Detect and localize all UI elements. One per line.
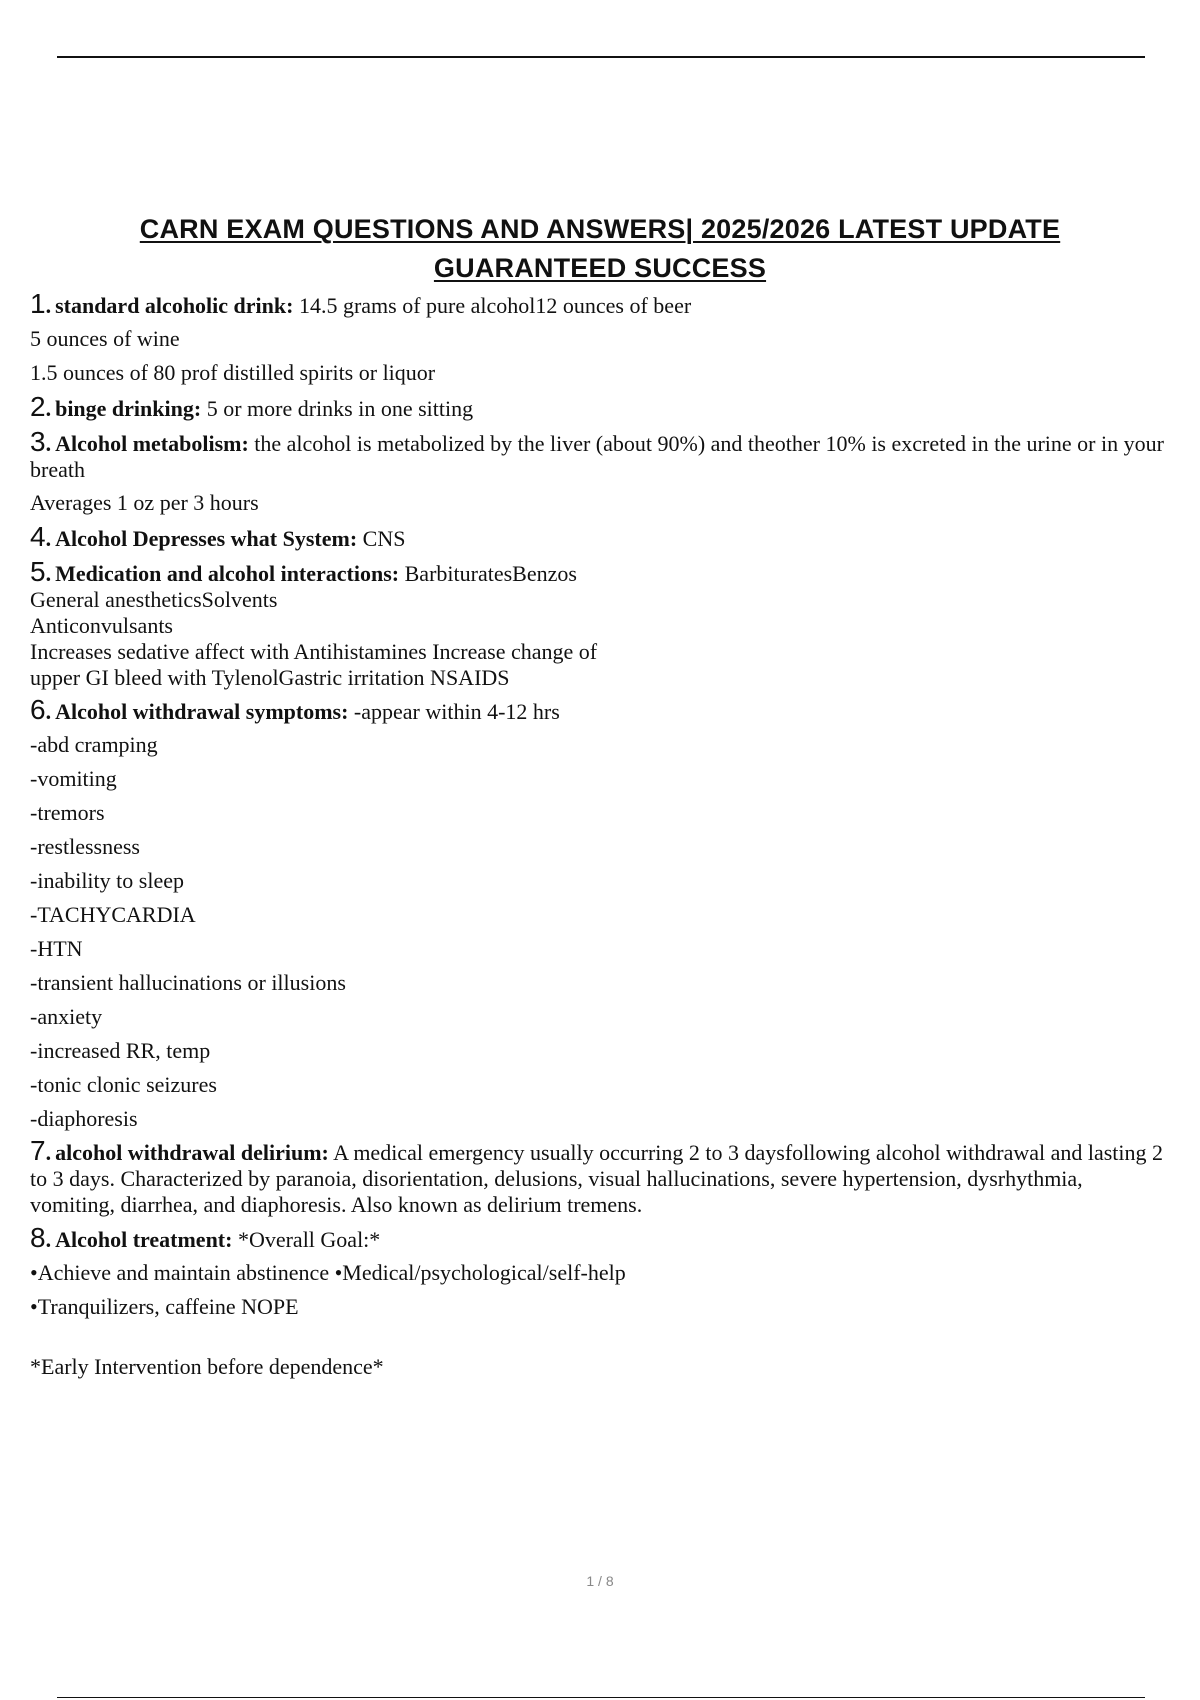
question-term: binge drinking: [55, 396, 202, 421]
question-6: 6. Alcohol withdrawal symptoms: -appear within 4-12 hrs [30, 694, 560, 725]
question-answer: 5 or more drinks in one sitting [201, 396, 474, 421]
question-answer: BarbituratesBenzos [399, 561, 577, 586]
question-answer: CNS [357, 526, 406, 551]
question-4: 4. Alcohol Depresses what System: CNS [30, 521, 406, 552]
question-8: 8. Alcohol treatment: *Overall Goal:* [30, 1222, 381, 1253]
question-answer: -appear within 4-12 hrs [348, 699, 560, 724]
question-term: Alcohol metabolism: [55, 431, 249, 456]
question-answer: the alcohol is metabolized by the liver (about 90%) and theother 10% is excreted in the urine or in your breath [30, 431, 1164, 482]
question-term: Alcohol Depresses what System: [55, 526, 358, 551]
question-3: 3. Alcohol metabolism: the alcohol is metabolized by the liver (about 90%) and theother 10% is excreted in the urine or in your breath [30, 426, 1164, 482]
symptom-line: -restlessness [30, 834, 140, 859]
symptom-line: -increased RR, temp [30, 1038, 211, 1063]
question-answer: *Overall Goal:* [232, 1227, 381, 1252]
symptom-line: -anxiety [30, 1004, 103, 1029]
page-indicator: 1 / 8 [586, 1573, 614, 1589]
spacer [30, 1328, 1170, 1354]
question-term: Alcohol treatment: [55, 1227, 233, 1252]
question-5: 5. Medication and alcohol interactions: BarbituratesBenzos [30, 556, 577, 587]
top-rule [57, 56, 1145, 58]
question-term: Medication and alcohol interactions: [55, 561, 400, 586]
symptom-line: -inability to sleep [30, 868, 184, 893]
question-term: alcohol withdrawal delirium: [55, 1140, 329, 1165]
question-term: standard alcoholic drink: [55, 293, 294, 318]
bottom-rule [57, 1697, 1145, 1698]
symptom-line: -tremors [30, 800, 105, 825]
symptom-line: -abd cramping [30, 732, 158, 757]
question-answer: A medical emergency usually occurring 2 to 3 daysfollowing alcohol withdrawal and lasting 2 to 3 days. Characterized by paranoia, disorientation, delusions, visual hallucinations, severe hypertension, dysrhythmia, vomiting, diarrhea, and diaphoresis. Also known as delirium tremens. [30, 1140, 1164, 1217]
question-1: 1. standard alcoholic drink: 14.5 grams of pure alcohol12 ounces of beer [30, 288, 692, 319]
answer-line: 1.5 ounces of 80 prof distilled spirits or liquor [30, 360, 436, 385]
symptom-line: -transient hallucinations or illusions [30, 970, 346, 995]
question-answer: 14.5 grams of pure alcohol12 ounces of beer [293, 293, 692, 318]
qa-list [30, 288, 1170, 1388]
question-7: 7. alcohol withdrawal delirium: A medical emergency usually occurring 2 to 3 daysfollowing alcohol withdrawal and lasting 2 to 3 days. Characterized by paranoia, disorientation, delusions, visual hallucinations, severe hypertension, dysrhythmia, vomiting, diarrhea, and diaphoresis. Also known as delirium tremens. [30, 1135, 1164, 1217]
answer-line: Increases sedative affect with Antihistamines Increase change of [30, 639, 598, 664]
title-line-1: CARN EXAM QUESTIONS AND ANSWERS| 2025/2026 LATEST UPDATE [139, 214, 1061, 244]
symptom-line: -tonic clonic seizures [30, 1072, 217, 1097]
bullet-line: •Tranquilizers, caffeine NOPE [30, 1294, 299, 1319]
symptom-line: -TACHYCARDIA [30, 902, 196, 927]
answer-line: Anticonvulsants [30, 613, 173, 638]
symptom-line: -HTN [30, 936, 83, 961]
title-line-2: GUARANTEED SUCCESS [433, 253, 767, 283]
answer-line: Averages 1 oz per 3 hours [30, 490, 259, 515]
question-2: 2. binge drinking: 5 or more drinks in one sitting [30, 391, 474, 422]
closing-note: *Early Intervention before dependence* [30, 1354, 384, 1379]
bullet-line: •Achieve and maintain abstinence •Medical/psychological/self-help [30, 1260, 626, 1285]
document-title [30, 210, 1170, 288]
answer-line: General anestheticsSolvents [30, 587, 278, 612]
answer-line: upper GI bleed with TylenolGastric irritation NSAIDS [30, 665, 510, 690]
question-term: Alcohol withdrawal symptoms: [55, 699, 349, 724]
symptom-line: -diaphoresis [30, 1106, 138, 1131]
answer-line: 5 ounces of wine [30, 326, 180, 351]
symptom-line: -vomiting [30, 766, 117, 791]
